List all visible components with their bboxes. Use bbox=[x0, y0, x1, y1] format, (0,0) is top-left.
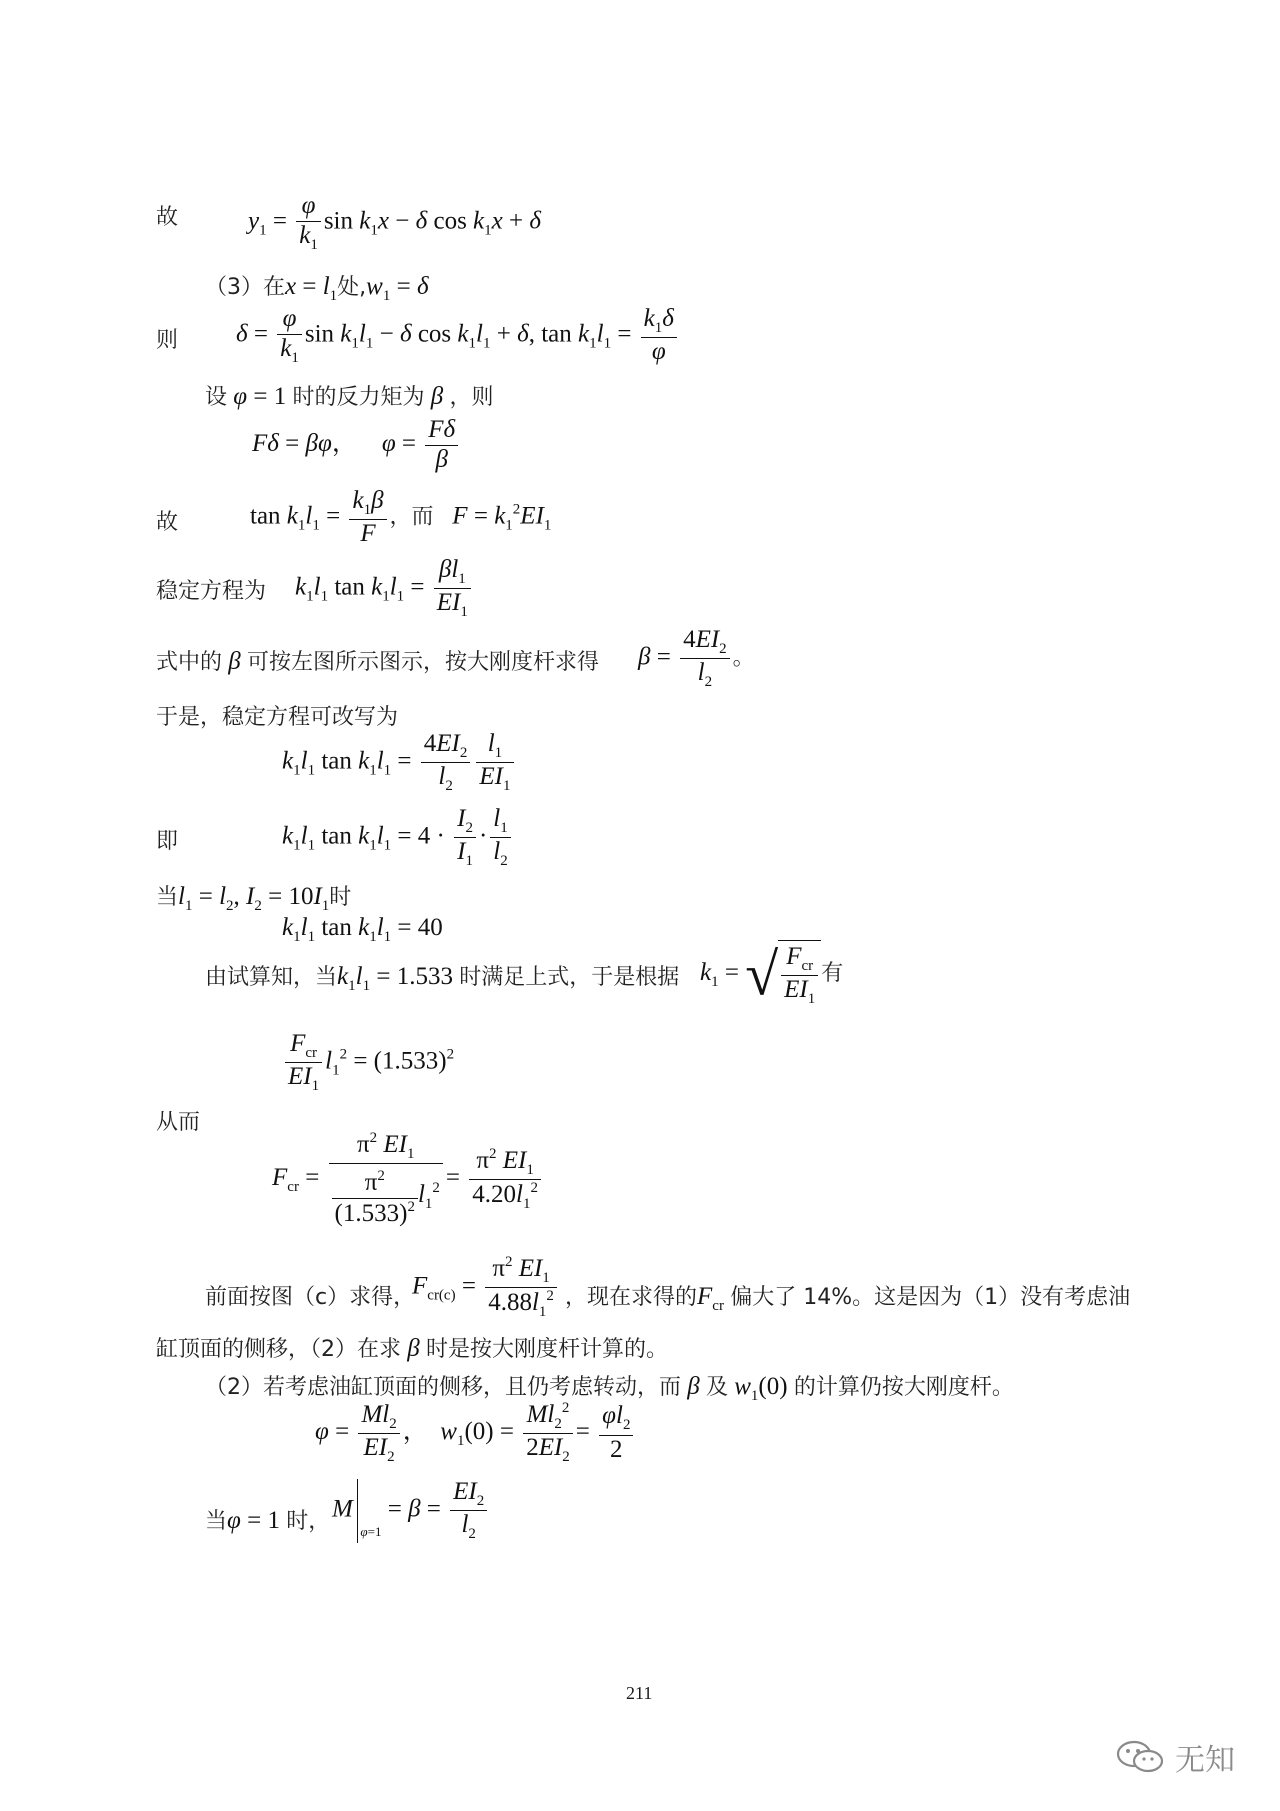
sqrt-fcr-ei1: √ $\frac{F_{cr}}{EI_1}$ bbox=[745, 940, 821, 1009]
frac-phi-k1-2: $\frac{\varphi}{k_1}$ bbox=[277, 305, 302, 367]
eq-phi-w1: φ = $\frac{Ml_2}{EI_2}$ ， $w_1(0)$ = $\frac{Ml_2^2}{2EI_2}$ = $\frac{\varphi l_2}{2}$ bbox=[315, 1400, 636, 1467]
frac-beta-l1-ei1: $\frac{\beta l_1}{EI_1}$ bbox=[434, 556, 471, 622]
frac-phi-k1: $\frac{\varphi}{k_1}$ bbox=[296, 192, 321, 254]
label-trial-c: 有 bbox=[821, 960, 844, 986]
frac-fcr-420: $\frac{\pi^2 EI_1}{4.20l_1^2}$ bbox=[469, 1146, 541, 1214]
num-two: 2 bbox=[610, 1435, 623, 1463]
last-row: 当φ = 1 时， bbox=[205, 1507, 331, 1534]
num-four: 4 bbox=[683, 626, 696, 653]
label-she-shi: 时的反力矩为 bbox=[292, 385, 425, 410]
label-gu-1: 故 bbox=[156, 205, 179, 230]
eq-f-delta: Fδ = βφ， φ = $\frac{F\delta}{\beta}$ bbox=[252, 416, 461, 475]
eq-k1-sqrt: $k_1$ = √ $\frac{F_{cr}}{EI_1}$ 有 bbox=[700, 941, 844, 1008]
label-stable: 稳定方程为 bbox=[156, 579, 267, 604]
watermark-text: 无知 bbox=[1175, 1743, 1235, 1778]
trial-row: 由试算知，当$k_1l_1 = 1.533$ 时满足上式，于是根据 bbox=[205, 963, 680, 994]
frac-phil2-2: $\frac{\varphi l_2}{2}$ bbox=[599, 1402, 633, 1464]
num-kl-value: 1.533 bbox=[396, 963, 453, 990]
compare-row bbox=[205, 1280, 415, 1311]
frac-fcr-ei1: $\frac{F_{cr}}{EI_1}$ bbox=[285, 1030, 322, 1096]
label-l2-b: 及 bbox=[705, 1375, 728, 1400]
case-row: 当$l_1 = l_2$, $I_2 = 10I_1$时 bbox=[156, 883, 352, 914]
eq-fcr-final: $F_{cr}$ = $\pi^2$ $EI_1$ $\frac{\pi^2}{(1.533)^2}$ $l_1^2$ = $\frac{\pi^2 EI_1}{4.20l_1^2}$ bbox=[272, 1130, 544, 1229]
eq-delta: δ = $\frac{\varphi}{k_1}$ $\sin k_1l_1 - \delta$ $\cos k_1l_1 + \delta$, $\tan k_1l_1$ = $\frac{k_1\delta}{\varphi}$ bbox=[236, 305, 680, 367]
label-condition-3: （3）在 bbox=[205, 275, 285, 300]
label-last-a: 当 bbox=[205, 1509, 228, 1534]
label-congeer: 从而 bbox=[156, 1110, 201, 1135]
frac-ml2-ei2: $\frac{Ml_2}{EI_2}$ bbox=[358, 1401, 399, 1467]
eq-fcr-ratio: $\frac{F_{cr}}{EI_1}$ $l_1^2 = (1.533)^2$ bbox=[282, 1030, 454, 1096]
label-she: 设 bbox=[205, 385, 228, 410]
frac-k1beta-f: $\frac{k_1\beta}{F}$ bbox=[349, 487, 386, 549]
label-front-a: 前面按图（c）求得， bbox=[205, 1285, 416, 1310]
label-dang-shi: 时 bbox=[329, 885, 352, 910]
frac-4ei2-l2-b: $\frac{4EI_2}{l_2}$ bbox=[421, 730, 471, 796]
label-ze: 则 bbox=[156, 328, 179, 353]
frac-4ei2-l2: $\frac{4EI_2}{l_2}$ bbox=[680, 626, 730, 692]
label-trial-a: 由试算知，当 bbox=[205, 965, 338, 990]
frac-k1delta-phi: $\frac{k_1\delta}{\varphi}$ bbox=[641, 305, 677, 367]
num-ten: 10 bbox=[288, 883, 314, 910]
eq-result-40: $k_1l_1$ $\tan k_1l_1 = 40$ bbox=[282, 914, 443, 945]
num-one: 1 bbox=[273, 383, 287, 410]
label-front-c: 偏大了 14%。这是因为（1）没有考虑油 bbox=[730, 1285, 1131, 1310]
label-ji: 即 bbox=[156, 829, 179, 854]
label-front-b: ，现在求得的 bbox=[565, 1285, 698, 1310]
eq-m-beta: $M_{\varphi=1} = \beta$ = $\frac{EI_2}{l_2}$ bbox=[332, 1478, 490, 1544]
frac-i2-i1: $\frac{I_2}{I_1}$ bbox=[454, 805, 476, 871]
wechat-icon bbox=[1115, 1737, 1167, 1777]
set-phi-row: 设 φ = 1 时的反力矩为 β ，则 bbox=[205, 383, 494, 410]
compare-text: ，现在求得的$F_{cr}$ 偏大了 14%。这是因为（1）没有考虑油 bbox=[565, 1283, 1131, 1314]
label-shi-end: 。 bbox=[732, 645, 755, 671]
label-dang: 当 bbox=[156, 885, 179, 910]
label-last-b: 时， bbox=[286, 1509, 331, 1534]
label-l2-a: （2）若考虑油缸顶面的侧移，且仍考虑转动，而 bbox=[205, 1375, 681, 1400]
frac-fdelta-beta: $\frac{F\delta}{\beta}$ bbox=[425, 416, 458, 475]
num-den-420: 4.20 bbox=[472, 1180, 517, 1208]
eq-stability-rewritten: $k_1l_1$ $\tan k_1l_1$ = $\frac{4EI_2}{l_2}$ $\frac{l_1}{EI_1}$ bbox=[282, 730, 517, 796]
eq-tan-k1beta: $\tan k_1l_1$ = $\frac{k_1\beta}{F}$ ，而 $F = k_1^2EI_1$ bbox=[250, 487, 552, 548]
label-er: ，而 bbox=[389, 504, 434, 530]
condition-3-row: （3）在$x = l_1$处$,w_1 = \delta$ bbox=[205, 273, 429, 304]
frac-ml2sq-2ei2: $\frac{Ml_2^2}{2EI_2}$ bbox=[523, 1400, 573, 1467]
eq-y1-row bbox=[156, 200, 178, 231]
case-2-row: （2）若考虑油缸顶面的侧移，且仍考虑转动，而 β 及 $w_1(0)$ 的计算仍按大刚度杆。 bbox=[205, 1373, 1014, 1404]
label-l2-c: 的计算仍按大刚度杆。 bbox=[793, 1375, 1014, 1400]
label-shi-mid: 可按左图所示图示，按大刚度杆求得 bbox=[246, 650, 599, 675]
num-sq-val: (1.533) bbox=[334, 1200, 408, 1227]
compare-line2: 缸顶面的侧移，（2）在求 β 时是按大刚度杆计算的。 bbox=[156, 1335, 668, 1362]
watermark-logo bbox=[1115, 1735, 1235, 1779]
eq-beta-4ei2: β = $\frac{4EI_2}{l_2}$ 。 bbox=[638, 626, 755, 691]
label-she-ze: ，则 bbox=[449, 385, 494, 410]
frac-fcr-compound: $\pi^2$ $EI_1$ $\frac{\pi^2}{(1.533)^2}$ $l_1^2$ bbox=[329, 1130, 443, 1229]
page-number: 211 bbox=[626, 1683, 653, 1703]
label-front-line2-a: 缸顶面的侧移，（2）在求 bbox=[156, 1337, 401, 1362]
num-kl-result: 40 bbox=[417, 914, 443, 941]
eq-fcr-c: $F_{cr(c)}$ = $\frac{\pi^2 EI_1}{4.88l_1^2}$ bbox=[412, 1254, 560, 1322]
label-chu: 处, bbox=[337, 275, 367, 300]
eq-ratio: $k_1l_1$ $\tan k_1l_1 = 4$ · $\frac{I_2}{I_1}$ · $\frac{l_1}{l_2}$ bbox=[282, 805, 514, 871]
label-gu-2: 故 bbox=[156, 510, 179, 535]
frac-l1-l2: $\frac{l_1}{l_2}$ bbox=[490, 805, 510, 871]
label-front-line2-b: 时是按大刚度杆计算的。 bbox=[425, 1337, 668, 1362]
eq-y1: $y_1$ = $\frac{\varphi}{k_1}$ $\sin k_1x - \delta$ $\cos k_1x + \delta$ bbox=[248, 192, 541, 253]
label-shi-zhong: 式中的 bbox=[156, 650, 223, 675]
frac-fcr-488: $\frac{\pi^2 EI_1}{4.88l_1^2}$ bbox=[485, 1254, 557, 1322]
eq-stability: $k_1l_1$ $\tan k_1l_1$ = $\frac{\beta l_1}{EI_1}$ bbox=[295, 556, 474, 622]
label-trial-b: 时满足上式，于是根据 bbox=[459, 965, 680, 990]
beta-note-row: 式中的 β 可按左图所示图示，按大刚度杆求得 bbox=[156, 648, 599, 675]
label-yushi: 于是，稳定方程可改写为 bbox=[156, 705, 399, 730]
frac-l1-ei1: $\frac{l_1}{EI_1}$ bbox=[476, 730, 513, 796]
num-den-488: 4.88 bbox=[488, 1289, 532, 1317]
frac-ei2-l2: $\frac{EI_2}{l_2}$ bbox=[450, 1478, 487, 1544]
